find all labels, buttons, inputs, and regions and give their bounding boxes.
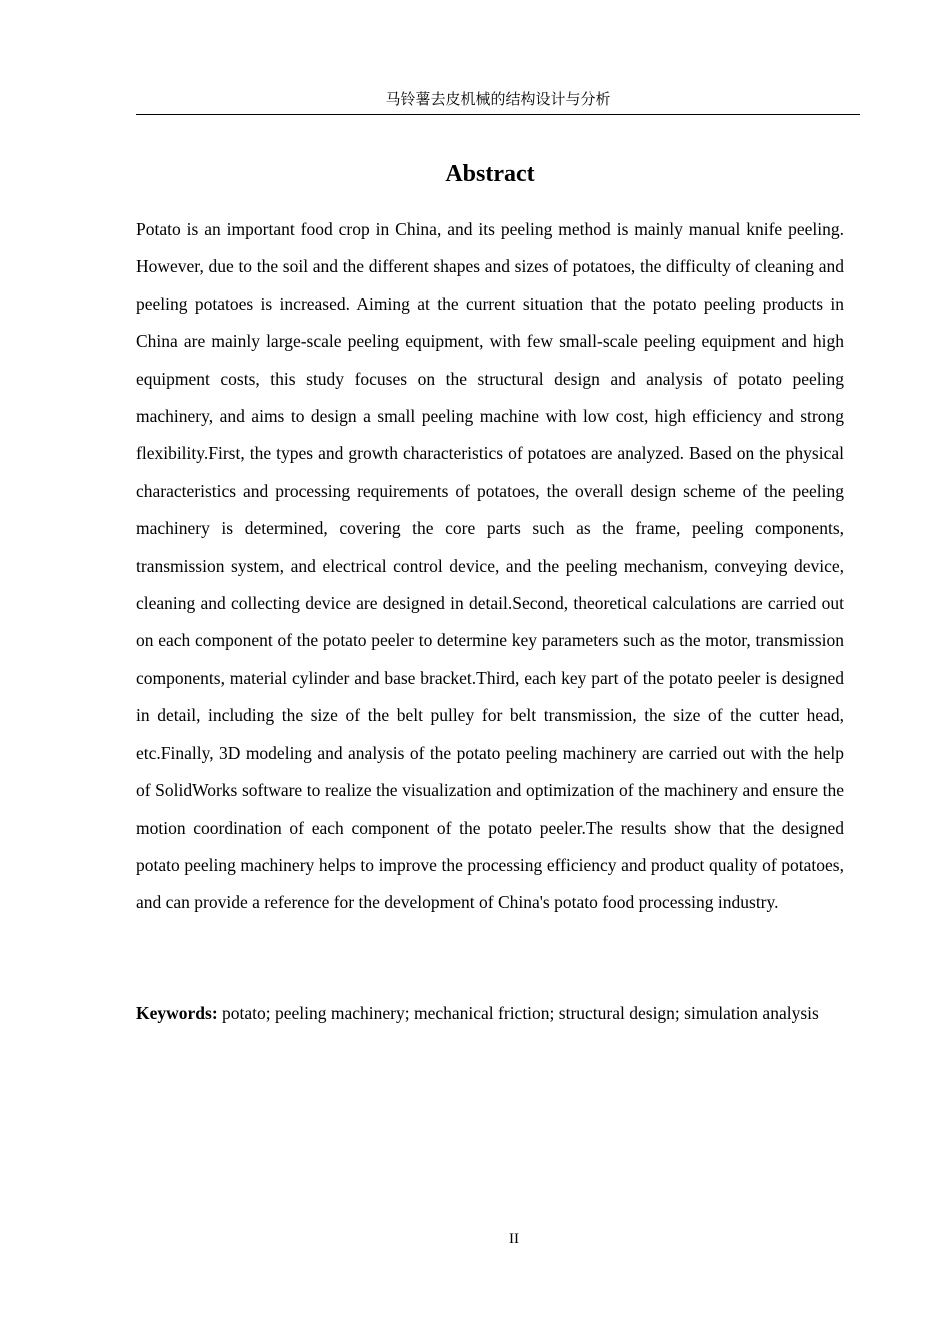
running-header: 马铃薯去皮机械的结构设计与分析: [385, 92, 611, 108]
keywords-text: potato; peeling machinery; mechanical friction; structural design; simulation analysis: [217, 1003, 819, 1023]
abstract-title: Abstract: [445, 161, 535, 187]
keywords-label: Keywords:: [136, 1003, 218, 1023]
header-divider: [136, 114, 860, 115]
keywords-line: [136, 995, 844, 1032]
abstract-body: Potato is an important food crop in China, and its peeling method is mainly manual knife peeling. However, due to the soil and the different shapes and sizes of potatoes, the difficulty of cleaning and peeling potatoes is increased. Aiming at the current situation that the potato peeling products in China are mainly large-scale peeling equipment, with few small-scale peeling equipment and high equipment costs, this study focuses on the structural design and analysis of potato peeling machinery, and aims to design a small peeling machine with low cost, high efficiency and strong flexibility.First, the types and growth characteristics of potatoes are analyzed. Based on the physical characteristics and processing requirements of potatoes, the overall design scheme of the peeling machinery is determined, covering the core parts such as the frame, peeling components, transmission system, and electrical control device, and the peeling mechanism, conveying device, cleaning and collecting device are designed in detail.Second, theoretical calculations are carried out on each component of the potato peeler to determine key parameters such as the motor, transmission components, material cylinder and base bracket.Third, each key part of the potato peeler is designed in detail, including the size of the belt pulley for belt transmission, the size of the cutter head, etc.Finally, 3D modeling and analysis of the potato peeling machinery are carried out with the help of SolidWorks software to realize the visualization and optimization of the machinery and ensure the motion coordination of each component of the potato peeler.The results show that the designed potato peeling machinery helps to improve the processing efficiency and product quality of potatoes, and can provide a reference for the development of China's potato food processing industry.: [136, 219, 844, 913]
page-number: II: [509, 1231, 519, 1247]
